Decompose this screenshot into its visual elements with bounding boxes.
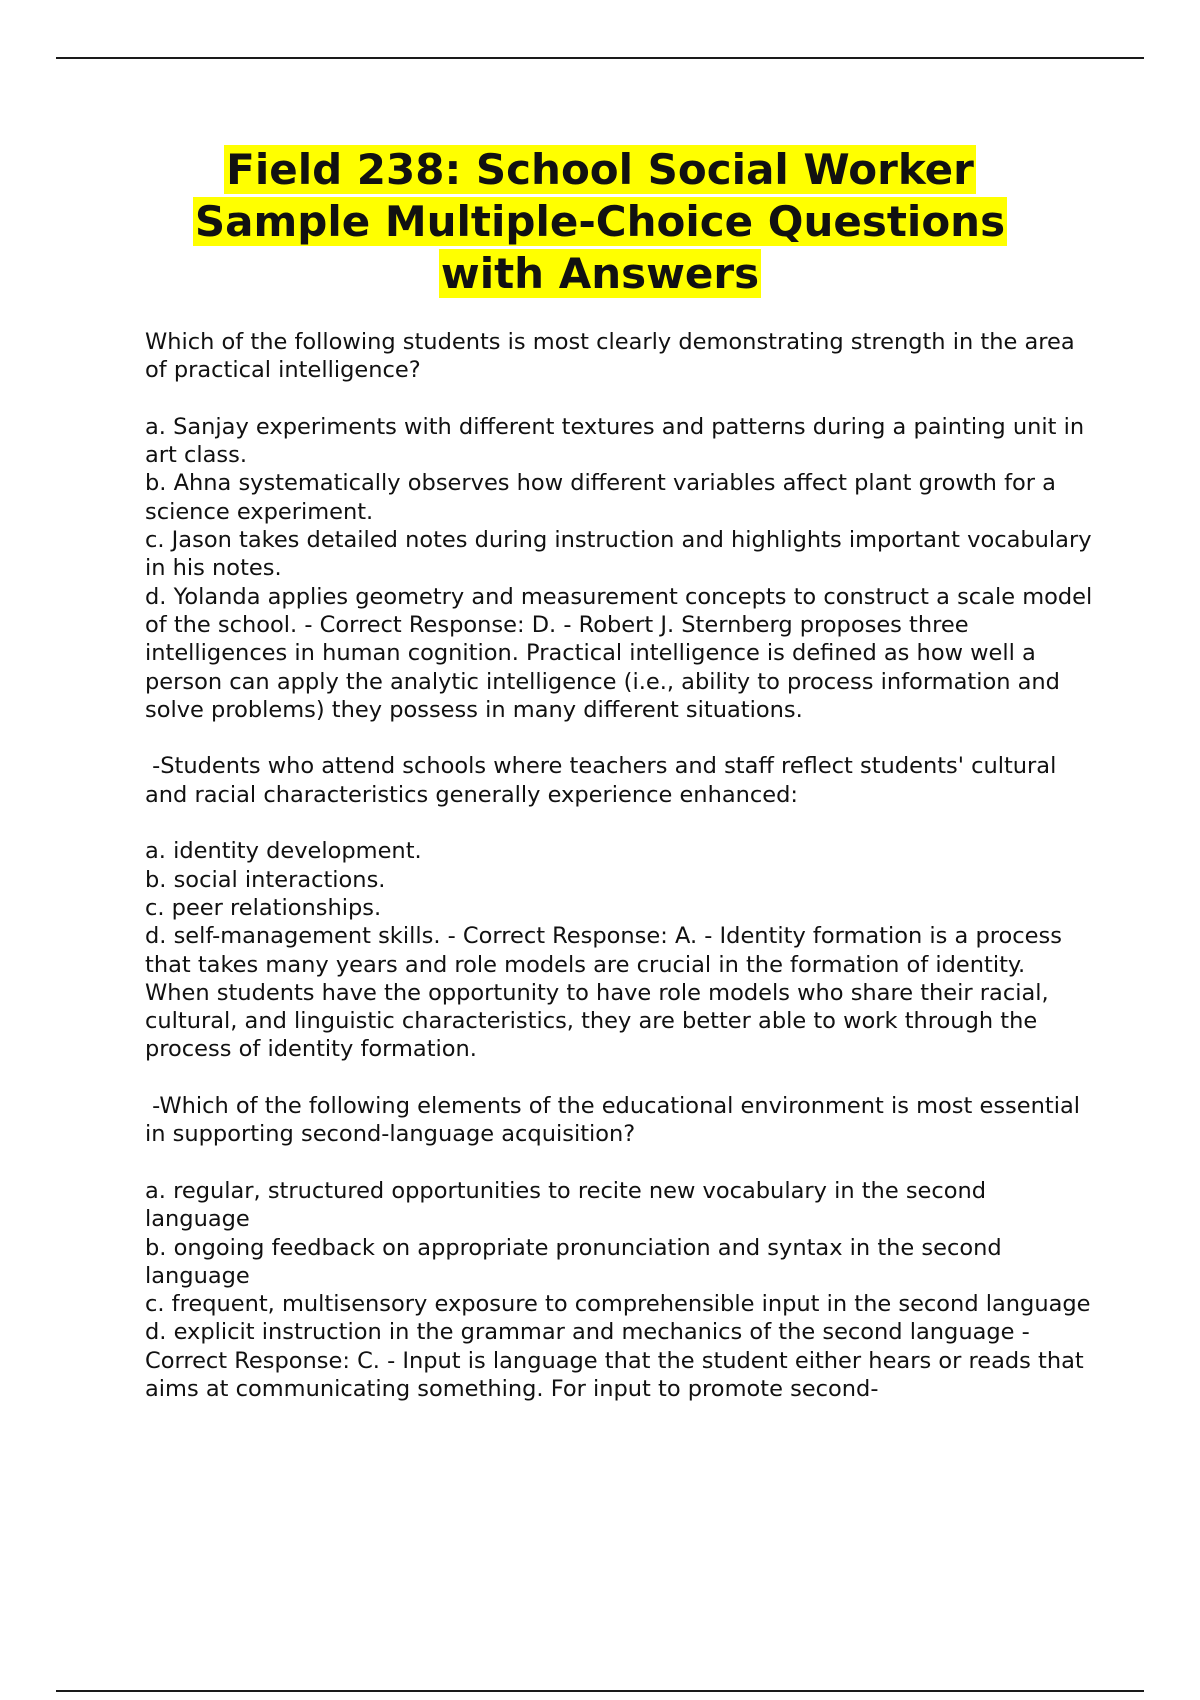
answer-option: c. Jason takes detailed notes during instruction and highlights important vocabulary in his notes. [145,527,1092,582]
answer-option: b. social interactions. [145,866,386,893]
answer-option: b. Ahna systematically observes how different variables affect plant growth for a science experiment. [145,470,1056,525]
answer-option: a. regular, structured opportunities to recite new vocabulary in the second language [145,1177,987,1233]
title-line: Sample Multiple-Choice Questions [194,197,1006,246]
document-body [145,328,1095,1403]
question-stem: -Which of the following elements of the educational environment is most essential in supporting second-language acquisition? [145,1093,1088,1148]
question-1 [145,328,1095,724]
answer-option: c. peer relationships. [145,894,382,921]
answer-option: a. Sanjay experiments with different textures and patterns during a painting unit in art class. [145,413,1085,469]
answer-option: b. ongoing feedback on appropriate pronunciation and syntax in the second language [145,1234,1002,1289]
bottom-rule [56,1690,1144,1692]
title-line: Field 238: School Social Worker [226,145,974,194]
top-rule [56,57,1144,59]
answer-option: a. identity development. [145,838,422,865]
title-line: with Answers [440,249,760,298]
document-title [60,144,1140,300]
question-stem: -Students who attend schools where teachers and staff reflect students' cultural and racial characteristics generally experience enhanced: [145,753,1064,808]
answer-option-with-explanation: d. self-management skills. - Correct Response: A. - Identity formation is a process that takes many years and role models are crucial in the formation of identity. When students have the opportunity to have role models who share their racial, cultural, and linguistic characteristics, they are better able to work through the process of identity formation. [145,923,1062,1063]
answer-option-with-explanation: d. Yolanda applies geometry and measurement concepts to construct a scale model of the school. - Correct Response: D. - Robert J. Sternberg proposes three intelligences in human cognition. Practical intelligence is defined as how well a person can apply the analytic intelligence (i.e., ability to process information and solve problems) they possess in many different situations. [145,583,1093,723]
question-2 [145,752,1095,1063]
answer-option-with-explanation: d. explicit instruction in the grammar and mechanics of the second language - Correct Response: C. - Input is language that the student either hears or reads that aims at communicating something. For input to promote second- [145,1319,1084,1402]
question-3 [145,1092,1095,1403]
answer-option: c. frequent, multisensory exposure to comprehensible input in the second language [145,1291,1091,1318]
question-stem: Which of the following students is most clearly demonstrating strength in the area of practical intelligence? [145,329,1075,384]
